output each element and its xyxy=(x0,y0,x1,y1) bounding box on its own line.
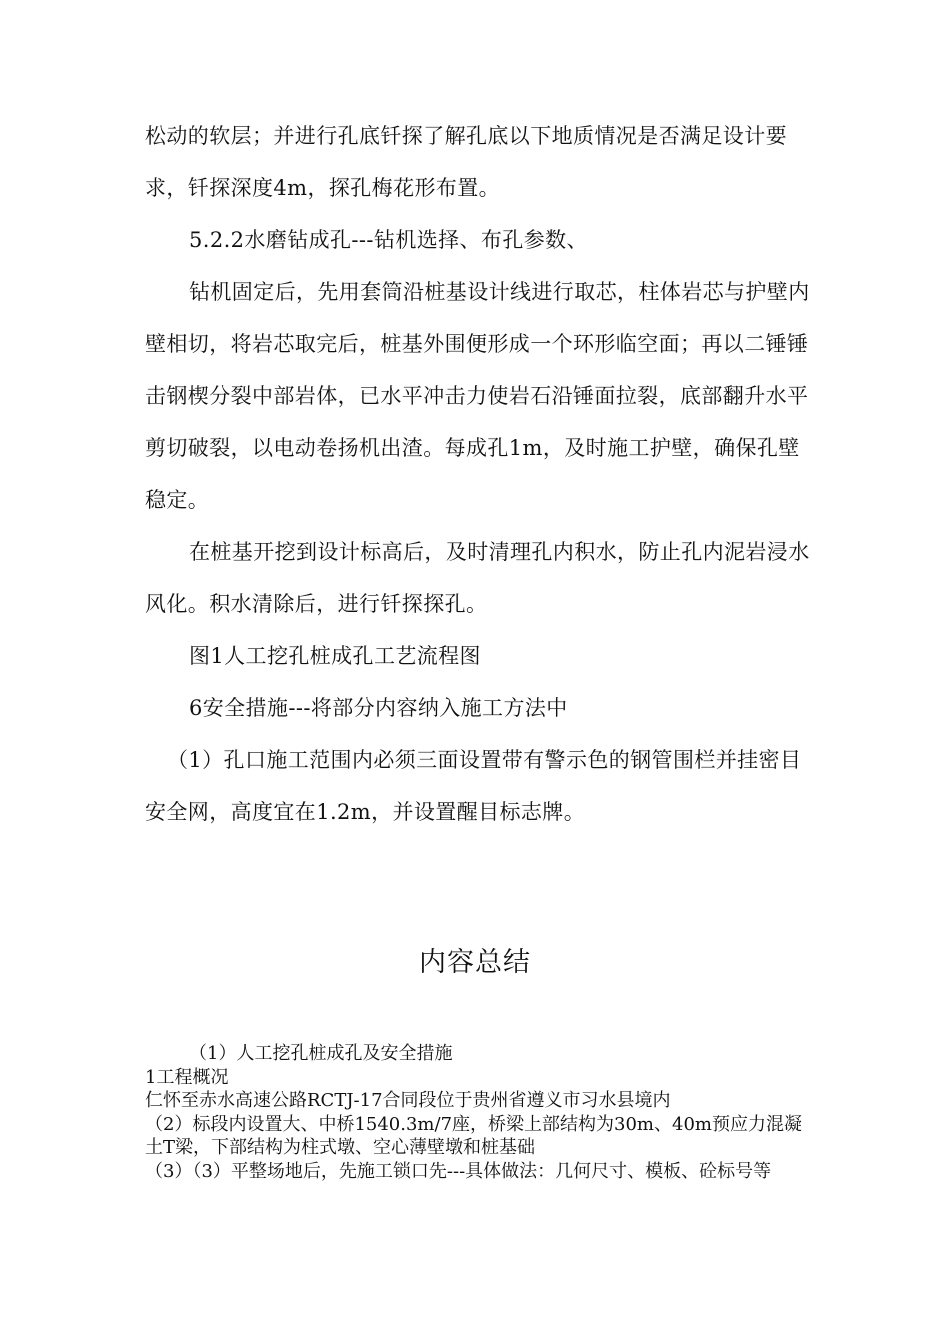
summary-line: （3）（3）平整场地后，先施工锁口先---具体做法：几何尺寸、模板、砼标号等 xyxy=(145,1160,772,1182)
summary-block xyxy=(145,1042,810,1184)
paragraph-safety-item-1: （1）孔口施工范围内必须三面设置带有警示色的钢管围栏并挂密目安全网，高度宜在1.2m，并设置醒目标志牌。 xyxy=(145,748,802,824)
summary-line: 仁怀至赤水高速公路RCTJ-17合同段位于贵州省遵义市习水县境内 xyxy=(145,1090,671,1112)
paragraph-water-clearing: 在桩基开挖到设计标高后，及时清理孔内积水，防止孔内泥岩浸水风化。积水清除后，进行钎探探孔。 xyxy=(145,540,810,616)
document-body xyxy=(145,110,810,838)
summary-line: （2）标段内设置大、中桥1540.3m/7座，桥梁上部结构为30m、40m预应力混凝土T梁，下部结构为柱式墩、空心薄壁墩和桩基础 xyxy=(145,1113,802,1159)
paragraph-soft-layer: 松动的软层；并进行孔底钎探了解孔底以下地质情况是否满足设计要求，钎探深度4m，探孔梅花形布置。 xyxy=(145,124,787,200)
summary-line: （1）人工挖孔桩成孔及安全措施 xyxy=(189,1043,453,1064)
summary-title: 内容总结 xyxy=(419,947,531,978)
section-heading-5-2-2: 5.2.2水磨钻成孔---钻机选择、布孔参数、 xyxy=(189,228,588,252)
paragraph-drilling-procedure: 钻机固定后，先用套筒沿桩基设计线进行取芯，柱体岩芯与护壁内壁相切，将岩芯取完后，桩基外围便形成一个环形临空面；再以二锤锤击钢楔分裂中部岩体，已水平冲击力使岩石沿锤面拉裂，底部翻升水平剪切破裂，以电动卷扬机出渣。每成孔1m，及时施工护壁，确保孔壁稳定。 xyxy=(145,280,810,512)
figure-caption: 图1人工挖孔桩成孔工艺流程图 xyxy=(189,644,481,668)
summary-line: 1工程概况 xyxy=(145,1066,229,1088)
section-heading-safety: 6安全措施---将部分内容纳入施工方法中 xyxy=(189,696,568,720)
